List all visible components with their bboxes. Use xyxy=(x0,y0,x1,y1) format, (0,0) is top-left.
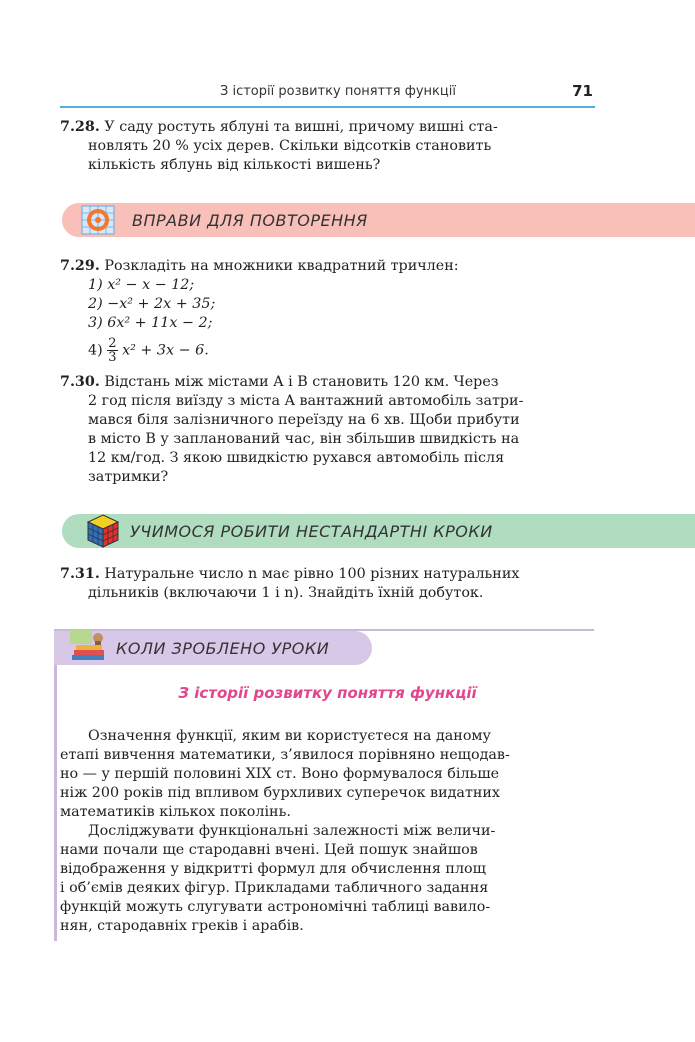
problem-line: Розкладіть на множники квадратний тричлен: xyxy=(104,258,459,274)
paragraph-line: математиків кількох поколінь. xyxy=(60,804,291,820)
problem-7-28 xyxy=(60,118,595,175)
paragraph-line: нами почали ще стародавні вчені. Цей пошук знайшов xyxy=(60,842,478,858)
problem-line: мався біля залізничного переїзду на 6 хв. Щоби прибути xyxy=(88,412,520,428)
list-item: 2) −x² + 2x + 35; xyxy=(88,296,216,312)
paragraph-line: нян, стародавніх греків і арабів. xyxy=(60,918,304,934)
page-header xyxy=(60,80,595,108)
history-paragraph-1 xyxy=(60,727,595,822)
problem-line: Відстань між містами A і B становить 120 км. Через xyxy=(104,374,499,390)
rubik-cube-icon xyxy=(86,513,120,549)
problem-number: 7.29. xyxy=(60,258,100,274)
header-title: З історії розвитку поняття функції xyxy=(220,84,456,99)
paragraph-line: Досліджувати функціональні залежності між величи- xyxy=(88,823,496,839)
paragraph-line: но — у першій половині XIX ст. Воно формувалося більше xyxy=(60,766,500,782)
books-icon xyxy=(68,628,108,664)
paragraph-line: ніж 200 років під впливом бурхливих суперечок видатних xyxy=(60,785,500,801)
problem-7-30 xyxy=(60,373,595,487)
fraction-denominator: 3 xyxy=(108,350,117,365)
fraction-numerator: 2 xyxy=(108,336,117,351)
fraction xyxy=(107,337,117,364)
section-title: КОЛИ ЗРОБЛЕНО УРОКИ xyxy=(116,639,330,658)
section-title: УЧИМОСЯ РОБИТИ НЕСТАНДАРТНІ КРОКИ xyxy=(130,522,493,541)
problem-number: 7.28. xyxy=(60,119,100,135)
list-item: 1) x² − x − 12; xyxy=(88,277,195,293)
section-title: ВПРАВИ ДЛЯ ПОВТОРЕННЯ xyxy=(132,211,368,230)
section-band-nonstandard xyxy=(62,514,695,548)
history-paragraph-2 xyxy=(60,822,595,936)
paragraph-line: Означення функції, яким ви користуєтеся на даному xyxy=(88,728,491,744)
problem-line: 2 год після виїзду з міста A вантажний автомобіль затри- xyxy=(88,393,524,409)
problem-line: У саду ростуть яблуні та вишні, причому вишні ста- xyxy=(104,119,498,135)
problem-line: кількість яблунь від кількості вишень? xyxy=(88,157,381,173)
page-number: 71 xyxy=(572,82,593,100)
list-item: 3) 6x² + 11x − 2; xyxy=(88,315,213,331)
problem-line: дільників (включаючи 1 і n). Знайдіть їхній добуток. xyxy=(88,585,484,601)
item-label: 4) xyxy=(88,342,103,359)
problem-7-29 xyxy=(60,257,595,364)
problem-line: Натуральне число n має рівно 100 різних натуральних xyxy=(104,566,520,582)
problem-number: 7.31. xyxy=(60,566,100,582)
paragraph-line: функцій можуть слугувати астрономічні таблиці вавило- xyxy=(60,899,491,915)
paragraph-line: і об’ємів деяких фігур. Прикладами табличного задання xyxy=(60,880,489,896)
paragraph-line: відображення у відкритті формул для обчислення площ xyxy=(60,861,486,877)
problem-line: в місто B у запланований час, він збільшив швидкість на xyxy=(88,431,520,447)
problem-line: затримки? xyxy=(88,469,169,485)
paragraph-line: етапі вивчення математики, з’явилося порівняно нещодав- xyxy=(60,747,510,763)
section-band-review xyxy=(62,203,695,237)
list-item xyxy=(60,337,595,364)
problem-line: новлять 20 % усіх дерев. Скільки відсотків становить xyxy=(88,138,492,154)
gear-grid-icon xyxy=(80,204,116,236)
item-rest: x² + 3x − 6. xyxy=(122,342,209,359)
problem-line: 12 км/год. З якою швидкістю рухався автомобіль після xyxy=(88,450,505,466)
section-side-rule xyxy=(54,631,57,941)
problem-number: 7.30. xyxy=(60,374,100,390)
history-title: З історії розвитку поняття функції xyxy=(178,684,477,702)
problem-7-31 xyxy=(60,565,595,603)
